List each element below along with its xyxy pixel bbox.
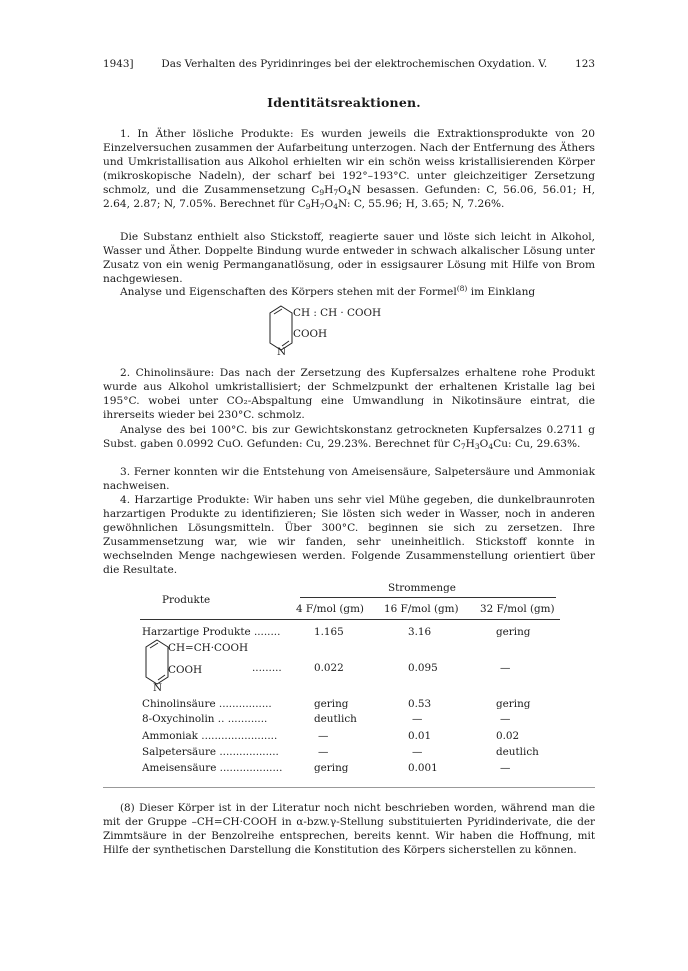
paragraph-ether-products: 1. In Äther lösliche Produkte: Es wurden jeweils die Extraktionsprodukte von 20 Einzelversuchen zusammen der Aufarbeitung unterzogen. Nach der Entfernung des Äthers und Umkristallisation aus Alkohol erhielten wir ein schön weiss kristallisierenden Körper (mikroskopische Nadeln), der scharf bei 192°–193°C. unter gleichzeitiger Zersetzung schmolz, und die Zusammensetzung $C_9H_7O_4N$ besassen. Gefunden: C, 56.06, 56.01; H, 2.64, 2.87; N, 7.05%. Berechnet für $C_9H_7O_4N$: C, 55.96; H, 3.65; N, 7.26%. — [103, 128, 595, 211]
formula2-dots: ......... — [252, 662, 282, 674]
formula2-bottom-substituent: COOH — [168, 664, 203, 676]
table-header-strommenge: Strommenge — [388, 582, 456, 594]
table-header-products: Produkte — [162, 594, 211, 606]
header-year: 1943] — [103, 58, 134, 70]
table-col-16f: 16 F/mol (gm) — [384, 603, 459, 615]
table-col-4f: 4 F/mol (gm) — [296, 603, 364, 615]
formula1-nitrogen: N — [277, 346, 287, 358]
header-title: Das Verhalten des Pyridinringes bei der elektrochemischen Oxydation. V. — [161, 58, 548, 70]
paragraph-copper-analysis: Analyse des bei 100°C. bis zur Gewichtskonstanz getrockneten Kupfersalzes 0.2711 g Subst. gaben 0.0992 CuO. Gefunden: Cu, 29.23%. Berechnet für $C_7H_3O_4Cu$: Cu, 29.63%. — [103, 424, 595, 451]
formula1-bottom-substituent: COOH — [293, 328, 328, 340]
structure-formula-1 — [268, 304, 408, 360]
paragraph-resinous: 4. Harzartige Produkte: Wir haben uns sehr viel Mühe gegeben, die dunkelbraunroten harzartigen Produkte zu identifizieren; Sie lösten sich weder in Wasser, noch in anderen gewöhnlichen Lösungsmitteln. Über 300°C. beginnen sie sich zu zersetzen. Ihre Zusammensetzung war, wie wir fanden, sehr uneinheitlich. Stickstoff konnte in wechselnden Menge nachgewiesen werden. Folgende Zusammenstellung orientiert über die Resultate. — [103, 494, 595, 576]
paragraph-nitrogen: Die Substanz enthielt also Stickstoff, reagierte sauer und löste sich leicht in Alkohol, Wasser und Äther. Doppelte Bindung wurde entweder in schwach alkalischer Lösung unter Zusatz von ein wenig Permanganatlösung, oder in essigsaurer Lösung mit Hilfe von Brom nachgewiesen. — [103, 231, 595, 285]
footnote-8: (8) Dieser Körper ist in der Literatur noch nicht beschrieben worden, während man die mit der Gruppe –CH=CH·COOH in α-bzw.γ-Stellung substituierten Pyridinderivate, die der Zimmtsäure in der Benzolreihe entsprechen, bereits kennt. Wir haben die Hoffnung, mit Hilfe der synthetischen Darstellung die Konstitution des Körpers sicherstellen zu können. — [103, 802, 595, 856]
formula2-nitrogen: N — [153, 682, 163, 694]
paragraph-chinolinsaeure: 2. Chinolinsäure: Das nach der Zersetzung des Kupfersalzes erhaltene rohe Produkt wurde aus Alkohol umkristallisiert; der Schmelzpunkt der erhaltenen Kristalle lag bei 195°C. wobei unter CO₂-Abspaltung eine Umwandlung in Nikotinsäure eintrat, die ihrerseits wieder bei 230°C. schmolz. — [103, 367, 595, 421]
table-group-rule — [300, 597, 556, 598]
paragraph-formula-intro: Analyse und Eigenschaften des Körpers stehen mit der Formel$^{(8)}$ im Einklang — [120, 284, 536, 298]
running-header — [103, 58, 595, 74]
formula1-top-substituent: CH : CH · COOH — [293, 307, 382, 319]
formula2-top-substituent: CH=CH·COOH — [168, 642, 249, 654]
footnote-separator — [103, 787, 595, 788]
header-page-number: 123 — [575, 58, 595, 70]
journal-page: 1943] Das Verhalten des Pyridinringes bei der elektrochemischen Oxydation. V. 123 Identitätsreaktionen. 1. In Äther lösliche Produkte: Es wurden jeweils die Extraktionsprodukte von 20 Einzelversuchen zusammen der Aufarbeitung unterzogen. Nach der Entfernung des Äthers und Umkristallisation aus Alkohol erhielten wir ein schön weiss kristallisierenden Körper (mikroskopische Nadeln), der scharf bei 192°–193°C. unter gleichzeitiger Zersetzung schmolz, und die Zusammensetzung $C_9H_7O_4N$ besassen. Gefunden: C, 56.06, 56.01; H, 2.64, 2.87; N, 7.05%. Berechnet für $C_9H_7O_4N$: C, 55.96; H, 3.65; N, 7.26%. Die Substanz enthielt also Stickstoff, reagierte sauer und löste sich leicht in Alkohol, Wasser und Äther. Doppelte Bindung wurde entweder in schwach alkalischer Lösung unter Zusatz von ein wenig Permanganatlösung, oder in essigsaurer Lösung mit Hilfe von Brom nachgewiesen. Analyse und Eigenschaften des Körpers stehen mit der Formel$^{(8)}$ im Einklang CH : CH · COOH COOH N 2. Chinolinsäure: Das nach der Zersetzung des Kupfersalzes erhaltene rohe Produkt wurde aus Alkohol umkristallisiert; der Schmelzpunkt der erhaltenen Kristalle lag bei 195°C. wobei unter CO₂-Abspaltung eine Umwandlung in Nikotinsäure eintrat, die ihrerseits wieder bei 230°C. schmolz. Analyse des bei 100°C. bis zur Gewichtskonstanz getrockneten Kupfersalzes 0.2711 g Subst. gaben 0.0992 CuO. Gefunden: Cu, 29.23%. Berechnet für $C_7H_3O_4Cu$: Cu, 29.63%. 3. Ferner konnten wir die Entstehung von Ameisensäure, Salpetersäure und Ammoniak nachweisen. 4. Harzartige Produkte: Wir haben uns sehr viel Mühe gegeben, die dunkelbraunroten harzartigen Produkte zu identifizieren; Sie lösten sich weder in Wasser, noch in anderen gewöhnlichen Lösungsmitteln. Über 300°C. beginnen sie sich zu zersetzen. Ihre Zusammensetzung war, wie wir fanden, sehr uneinheitlich. Stickstoff konnte in wechselnden Menge nachgewiesen werden. Folgende Zusammenstellung orientiert über die Resultate. Produkte Strommenge 4 F/mol (gm) 16 F/mol (gm) 32 F/mol (gm) Harzartige Produkte ........ 1.165 3.16 gering CH=CH·COOH COOH N ......... 0.022 0.095 — Chinolinsäure ................ gering 0.53 gering 8-Oxychinolin .. ............ deutlich — — Ammoniak ....................... — 0.01 0.02 Salpetersäure .................. — — deutlich Ameisensäure ................... gering 0.001 — (8) Dieser Körper ist in der Literatur noch nicht beschrieben worden, während man die mit der Gruppe –CH=CH·COOH in α-bzw.γ-Stellung substituierten Pyridinderivate, die der Zimmtsäure in der Benzolreihe entsprechen, bereits kennt. Wir haben die Hoffnung, mit Hilfe der synthetischen Darstellung die Konstitution des Körpers sicherstellen zu können. — [0, 0, 688, 971]
table-col-32f: 32 F/mol (gm) — [480, 603, 555, 615]
table-header-rule — [140, 619, 560, 620]
section-title: Identitätsreaktionen. — [267, 95, 421, 110]
paragraph-formic-nitric: 3. Ferner konnten wir die Entstehung von Ameisensäure, Salpetersäure und Ammoniak nachweisen. — [103, 466, 595, 492]
